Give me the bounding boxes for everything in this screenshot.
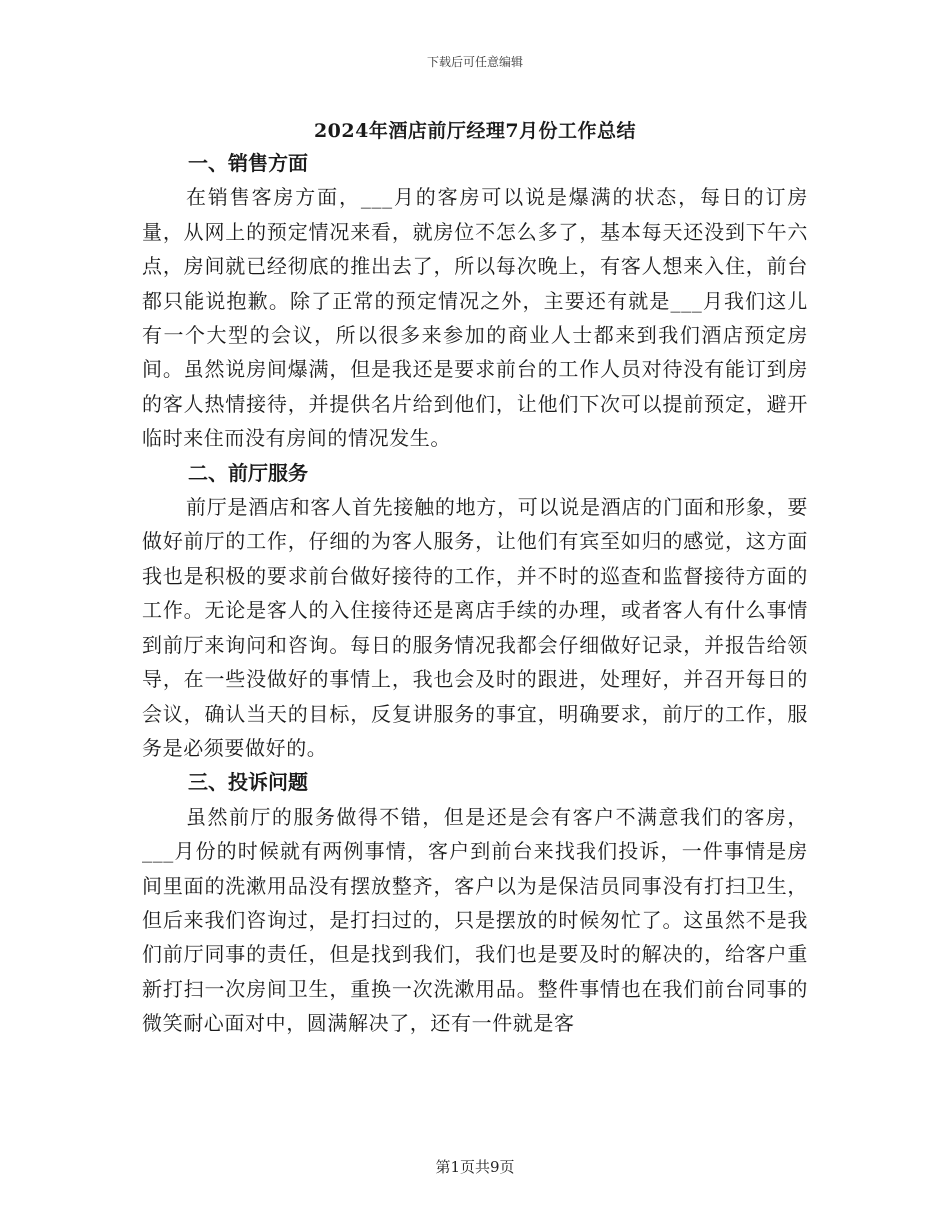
document-body bbox=[142, 146, 808, 1041]
section-paragraph-front-desk-service: 前厅是酒店和客人首先接触的地方，可以说是酒店的门面和形象，要做好前厅的工作，仔细的为客人服务，让他们有宾至如归的感觉，这方面我也是积极的要求前台做好接待的工作，并不时的巡查和监督接待方面的工作。无论是客人的入住接待还是离店手续的办理，或者客人有什么事情到前厅来询问和咨询。每日的服务情况我都会仔细做好记录，并报告给领导，在一些没做好的事情上，我也会及时的跟进，处理好，并召开每日的会议，确认当天的目标，反复讲服务的事宜，明确要求，前厅的工作，服务是必须要做好的。 bbox=[142, 495, 808, 760]
section-heading-sales: 一、销售方面 bbox=[188, 151, 308, 175]
section-heading-front-desk-service: 二、前厅服务 bbox=[188, 460, 308, 485]
page-header-note: 下载后可任意编辑 bbox=[426, 55, 523, 69]
document-title: 2024年酒店前厅经理7月份工作总结 bbox=[313, 120, 637, 142]
section-heading-complaints: 三、投诉问题 bbox=[188, 770, 308, 795]
section-paragraph-complaints: 虽然前厅的服务做得不错，但是还是会有客户不满意我们的客房，___月份的时候就有两例事情，客户到前台来找我们投诉，一件事情是房间里面的洗漱用品没有摆放整齐，客户以为是保洁员同事没有打扫卫生，但后来我们咨询过，是打扫过的，只是摆放的时候匆忙了。这虽然不是我们前厅同事的责任，但是找到我们，我们也是要及时的解决的，给客户重新打扫一次房间卫生，重换一次洗漱用品。整件事情也在我们前台同事的微笑耐心面对中，圆满解决了，还有一件就是客 bbox=[142, 804, 808, 1036]
page-footer-number: 第1页共9页 bbox=[435, 1158, 515, 1176]
section-paragraph-sales: 在销售客房方面，___月的客房可以说是爆满的状态，每日的订房量，从网上的预定情况来看，就房位不怎么多了，基本每天还没到下午六点，房间就已经彻底的推出去了，所以每次晚上，有客人想来入住，前台都只能说抱歉。除了正常的预定情况之外，主要还有就是___月我们这儿有一个大型的会议，所以很多来参加的商业人士都来到我们酒店预定房间。虽然说房间爆满，但是我还是要求前台的工作人员对待没有能订到房的客人热情接待，并提供名片给到他们，让他们下次可以提前预定，避开临时来住而没有房间的情况发生。 bbox=[142, 185, 808, 451]
